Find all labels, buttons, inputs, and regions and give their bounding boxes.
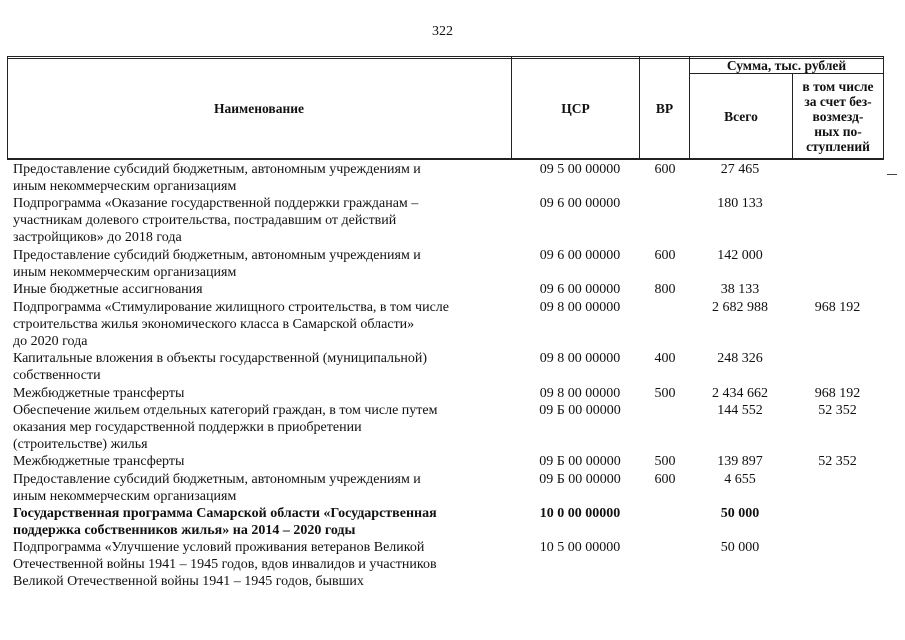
row-csr: 09 6 00 00000 [539, 248, 621, 263]
row-free: 968 192 [814, 299, 861, 315]
header-free [793, 75, 883, 158]
row-vr: 400 [654, 351, 676, 367]
row-name-line: до 2020 года [13, 333, 88, 349]
row-free: 968 192 [814, 385, 861, 401]
row-csr: 10 0 00 00000 [539, 506, 621, 521]
row-name-line: собственности [13, 368, 101, 384]
row-name-line: Предоставление субсидий бюджетным, автономным учреждениям и [13, 471, 421, 487]
row-name-line: поддержка собственников жилья» на 2014 – 2020 годы [13, 523, 356, 538]
row-name [13, 195, 511, 246]
row-name-line: участникам долевого строительства, пострадавшим от действий [13, 213, 397, 229]
row-vr: 600 [654, 248, 676, 263]
header-sum: Сумма, тыс. рублей [726, 58, 847, 73]
row-name-line: Отечественной войны 1941 – 1945 годов, вдов инвалидов и участников [13, 557, 437, 573]
row-vr: 500 [654, 454, 676, 470]
header-free-line: ступлений [806, 139, 870, 154]
row-total: 2 682 988 [712, 299, 768, 315]
header-free-line: в том числе [802, 79, 874, 94]
row-name-line: Государственная программа Самарской области «Государственная [13, 506, 437, 521]
header-free-line: ных по- [814, 124, 862, 139]
row-name-line: Подпрограмма «Улучшение условий проживания ветеранов Великой [13, 540, 425, 556]
header-name: Наименование [214, 101, 304, 116]
row-name-line: Великой Отечественной войны 1941 – 1945 годов, бывших [13, 574, 364, 590]
header-total: Всего [724, 108, 758, 124]
row-name [13, 247, 511, 281]
row-name-line: Иные бюджетные ассигнования [13, 282, 203, 298]
row-name-line: Подпрограмма «Оказание государственной поддержки гражданам – [13, 196, 419, 212]
row-name [13, 299, 511, 350]
header-free-line: возмезд- [812, 109, 864, 124]
row-csr: 09 8 00 00000 [539, 385, 621, 401]
row-total: 248 326 [717, 351, 763, 367]
row-vr: 600 [654, 162, 676, 177]
row-name [13, 402, 511, 453]
row-name-line: Предоставление субсидий бюджетным, автономным учреждениям и [13, 162, 421, 177]
row-name [13, 505, 511, 539]
row-vr: 800 [654, 282, 676, 298]
row-total: 139 897 [717, 454, 763, 470]
row-total: 50 000 [720, 506, 760, 521]
row-name-line: Обеспечение жильем отдельных категорий граждан, в том числе путем [13, 402, 438, 418]
row-free: 52 352 [818, 454, 857, 470]
row-name-line: Межбюджетные трансферты [13, 454, 185, 470]
row-csr: 09 5 00 00000 [539, 162, 621, 177]
row-total: 4 655 [724, 471, 756, 487]
row-name-line: строительства жилья экономического класса в Самарской области» [13, 316, 415, 332]
header-vr: ВР [655, 101, 674, 116]
row-csr: 09 Б 00 00000 [539, 402, 621, 418]
row-total: 2 434 662 [712, 385, 768, 401]
row-name-line: иным некоммерческим организациям [13, 179, 237, 194]
row-total: 38 133 [720, 282, 760, 298]
row-vr: 600 [654, 471, 676, 487]
row-name [13, 385, 511, 402]
row-csr: 10 5 00 00000 [539, 540, 621, 556]
row-name-line: иным некоммерческим организациям [13, 265, 237, 280]
row-name-line: (строительстве) жилья [13, 436, 148, 452]
row-csr: 09 Б 00 00000 [539, 454, 621, 470]
row-name [13, 161, 511, 195]
row-vr: 500 [654, 385, 676, 401]
header-csr: ЦСР [561, 101, 590, 116]
row-name [13, 471, 511, 505]
row-name-line: застройщиков» до 2018 года [13, 230, 182, 246]
row-name-line: Капитальные вложения в объекты государственной (муниципальной) [13, 351, 428, 367]
row-total: 142 000 [717, 248, 763, 263]
row-csr: 09 6 00 00000 [539, 282, 621, 298]
row-name-line: оказания мер государственной поддержки в приобретении [13, 419, 362, 435]
row-total: 27 465 [720, 162, 760, 177]
row-name-line: Подпрограмма «Стимулирование жилищного строительства, в том числе [13, 299, 450, 315]
row-name-line: Межбюджетные трансферты [13, 385, 185, 401]
row-name-line: иным некоммерческим организациям [13, 488, 237, 504]
row-csr: 09 8 00 00000 [539, 299, 621, 315]
row-name-line: Предоставление субсидий бюджетным, автономным учреждениям и [13, 248, 421, 263]
row-total: 180 133 [717, 196, 763, 212]
row-free: 52 352 [818, 402, 857, 418]
row-csr: 09 8 00 00000 [539, 351, 621, 367]
header-free-line: за счет без- [804, 94, 872, 109]
row-name [13, 281, 511, 298]
row-total: 144 552 [717, 402, 763, 418]
table-header [7, 56, 884, 160]
row-name [13, 539, 511, 590]
page-number: 322 [432, 24, 453, 39]
row-name [13, 453, 511, 470]
margin-mark [887, 174, 897, 175]
row-name [13, 350, 511, 384]
row-total: 50 000 [720, 540, 760, 556]
row-csr: 09 6 00 00000 [539, 196, 621, 212]
row-csr: 09 Б 00 00000 [539, 471, 621, 487]
